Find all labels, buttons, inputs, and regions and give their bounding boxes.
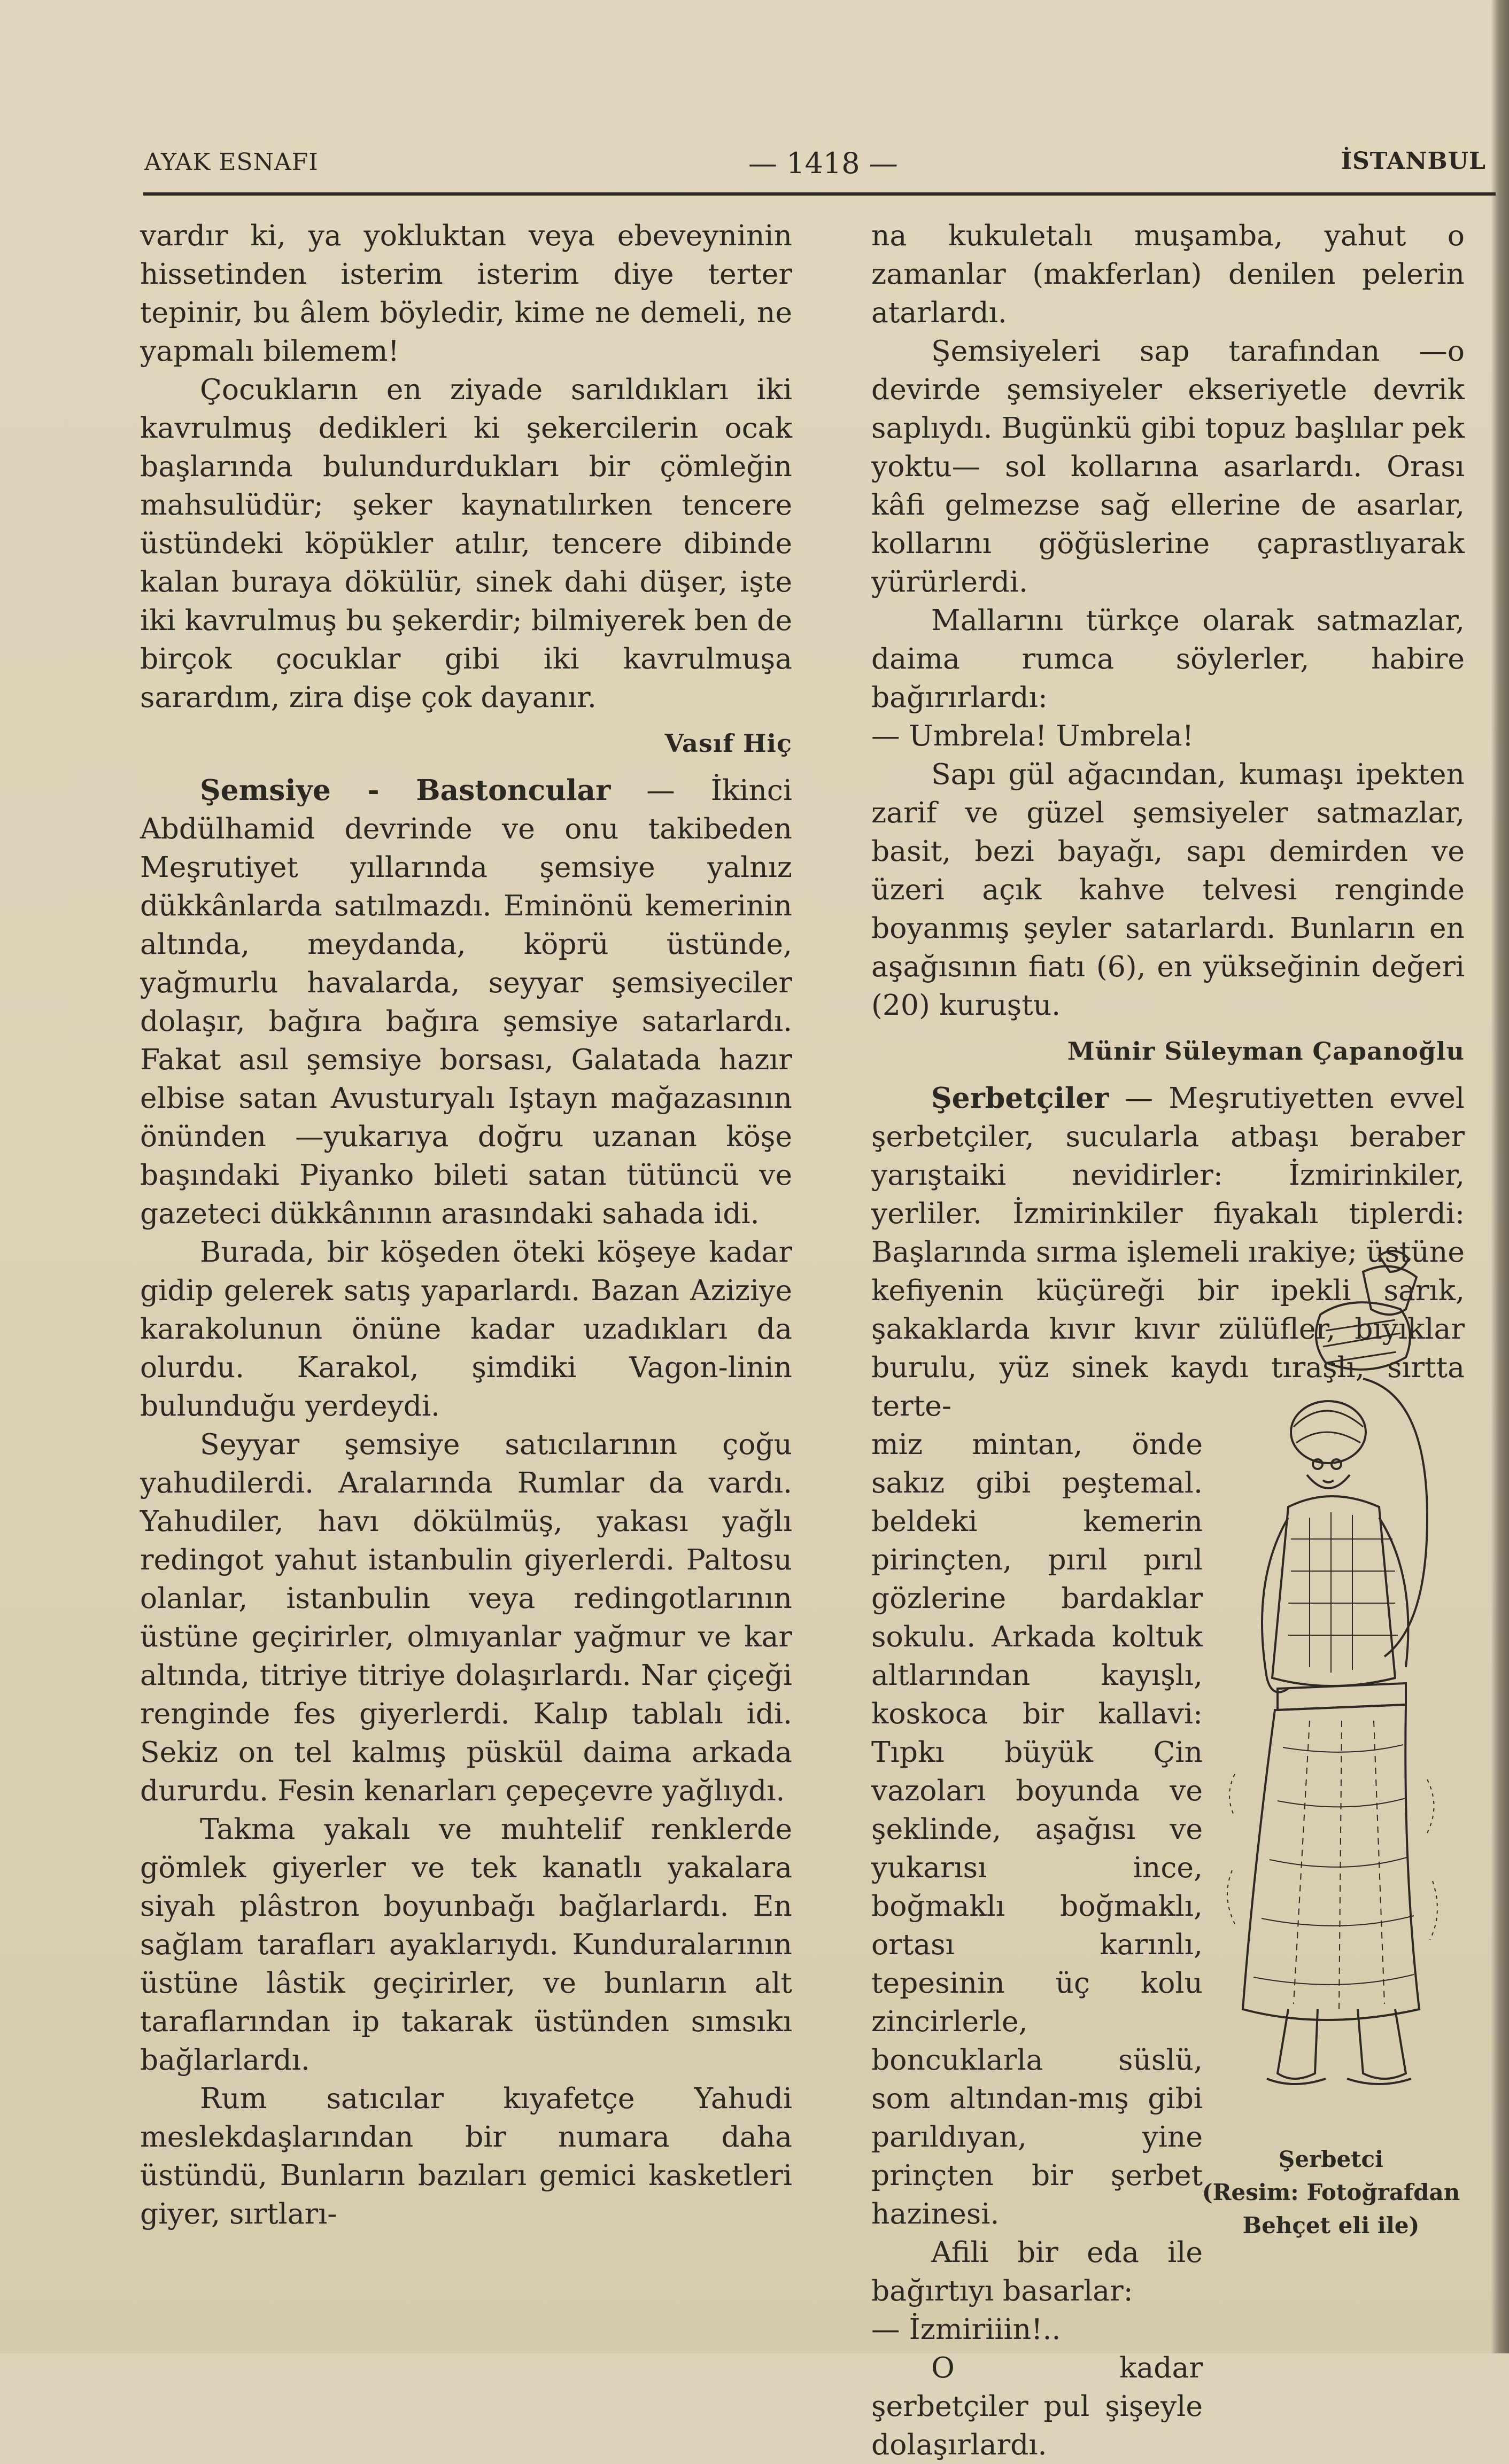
exclamation-line: — İzmiriiin!.. bbox=[871, 2312, 1061, 2346]
section-paragraph bbox=[140, 771, 792, 1233]
author-signature: Vasıf Hiç bbox=[664, 729, 792, 758]
page-number: — 1418 — bbox=[748, 146, 898, 180]
section-title: AYAK ESNAFI bbox=[144, 149, 319, 176]
section-text: — İkinci Abdülhamid devrinde ve onu takibeden Meşrutiyet yıllarında şemsiye yalnız dükkânlarda satılmazdı. Eminönü kemerinin altında, meydanda, köprü üstünde, yağmurlu havalarda, seyyar şemsiyeciler dolaşır, bağıra bağıra şemsiye satarlardı. Fakat asıl şemsiye borsası, Galatada hazır elbise satan Avusturyalı Iştayn mağazasının önünden —yukarıya doğru uzanan köşe başındaki Piyanko bileti satan tütüncü ve gazeteci dükkânının arasındaki sahada idi. bbox=[140, 773, 792, 1230]
paragraph: Çocukların en ziyade sarıldıkları iki kavrulmuş dedikleri ki şekercilerin ocak başlarında bulundurdukları bir çömleğin mahsulüdür; şeker kaynatılırken tencere üstündeki köpükler atılır, tencere dibinde kalan buraya dökülür, sinek dahi düşer, işte iki kavrulmuş bu şekerdir; bilmiyerek ben de birçok çocuklar gibi iki kavrulmuşa sarardım, zira dişe çok dayanır. bbox=[140, 372, 792, 714]
section-heading: Şerbetçiler bbox=[931, 1081, 1109, 1115]
publication-title: İSTANBUL bbox=[1341, 147, 1486, 175]
paragraph: Takma yakalı ve muhtelif renklerde gömlek giyerler ve tek kanatlı yakalara siyah plâstron boyunbağı bağlarlardı. En sağlam tarafları ayaklarıydı. Kunduralarının üstüne lâstik geçirirler, ve bunların alt taraflarından ip takarak üstünden sımsıkı bağlarlardı. bbox=[140, 1812, 792, 2077]
caption-credit: (Resim: Fotoğrafdan bbox=[1202, 2179, 1460, 2205]
paragraph: O kadar şerbetçiler pul şişeyle dolaşırlardı. bbox=[871, 2351, 1203, 2461]
paragraph: Afili bir eda ile bağırtıyı basarlar: bbox=[871, 2235, 1203, 2307]
paragraph: miz mintan, önde sakız gibi peştemal. beldeki kemerin pirinçten, pırıl pırıl gözlerine bardaklar sokulu. Arkada koltuk altlarından kayışlı, koskoca bir kallavi: Tıpkı büyük Çin vazoları boyunda ve şeklinde, aşağısı ve yukarısı ince, boğmaklı boğmaklı, ortası karınlı, tepesinin üç kolu zincirlerle, boncuklarla süslü, som altından-mış gibi parıldıyan, yine prinçten bir şerbet hazinesi. bbox=[871, 1427, 1203, 2230]
running-head bbox=[144, 143, 1497, 186]
section-text: — Meşrutiyetten evvel şerbetçiler, sucularla atbaşı beraber yarıştaiki nevidirler: İzmirinkiler, yerliler. İzmirinkiler fiyakalı tiplerdi: Başlarında sırma işlemeli ırakiye; üstüne kefiyenin küçüreği bir ipekli sarık, şakaklarda kıvır kıvır zülüfler, bıyıklar burulu, yüz sinek kaydı tıraşlı, sırtta terte- bbox=[871, 1081, 1465, 1423]
left-column bbox=[140, 216, 792, 2233]
caption-title: Şerbetci bbox=[1278, 2146, 1384, 2172]
caption-credit: Behçet eli ile) bbox=[1242, 2212, 1420, 2238]
paragraph: Sapı gül ağacından, kumaşı ipekten zarif ve güzel şemsiyeler satmazlar, basit, bezi bayağı, sapı demirden ve üzeri açık kahve telvesi renginde boyanmış şeyler satarlardı. Bunların en aşağısının fiatı (6), en yükseğinin değeri (20) kuruştu. bbox=[871, 757, 1465, 1022]
header-rule bbox=[143, 192, 1496, 196]
serbetci-illustration bbox=[1203, 1240, 1459, 2121]
paragraph: Seyyar şemsiye satıcılarının çoğu yahudilerdi. Aralarında Rumlar da vardı. Yahudiler, havı dökülmüş, yakası yağlı redingot yahut istanbulin giyerlerdi. Paltosu olanlar, istanbulin veya redingotlarının üstüne geçirirler, olmıyanlar yağmur ve kar altında, titriye titriye dolaşırlardı. Nar çiçeği renginde fes giyerlerdi. Kalıp tablalı idi. Sekiz on tel kalmış püskül daima arkada dururdu. Fesin kenarları çepeçevre yağlıydı. bbox=[140, 1427, 792, 1807]
paragraph: Mallarını türkçe olarak satmazlar, daima rumca söylerler, habire bağırırlardı: bbox=[871, 603, 1465, 714]
figure-caption bbox=[1181, 2143, 1481, 2242]
page-edge-shadow bbox=[1491, 0, 1509, 2353]
paragraph: vardır ki, ya yokluktan veya ebeveyninin hissetinden isterim isterim diye terter tepinir, bu âlem böyledir, kime ne demeli, ne yapmalı bilemem! bbox=[140, 219, 792, 368]
sherbet-seller-drawing bbox=[1203, 1240, 1459, 2121]
paragraph: Rum satıcılar kıyafetçe Yahudi meslekdaşlarından bir numara daha üstündü, Bunların bazıları gemici kasketleri giyer, sırtları- bbox=[140, 2081, 792, 2230]
paragraph: Şemsiyeleri sap tarafından —o devirde şemsiyeler ekseriyetle devrik saplıydı. Bugünkü gibi topuz başlılar pek yoktu— sol kollarına asarlardı. Orası kâfi gelmezse sağ ellerine de asarlar, kollarını göğüslerine çaprastlıyarak yürürlerdi. bbox=[871, 334, 1465, 598]
author-signature: Münir Süleyman Çapanoğlu bbox=[1067, 1037, 1465, 1066]
section-heading: Şemsiye - Bastoncular bbox=[200, 773, 611, 807]
paragraph: Burada, bir köşeden öteki köşeye kadar gidip gelerek satış yaparlardı. Bazan Aziziye karakolunun önüne kadar uzadıkları da olurdu. Karakol, şimdiki Vagon-linin bulunduğu yerdeydi. bbox=[140, 1235, 792, 1423]
paragraph: na kukuletalı muşamba, yahut o zamanlar (makferlan) denilen pelerin atarlardı. bbox=[871, 219, 1465, 329]
exclamation-line: — Umbrela! Umbrela! bbox=[871, 719, 1194, 752]
